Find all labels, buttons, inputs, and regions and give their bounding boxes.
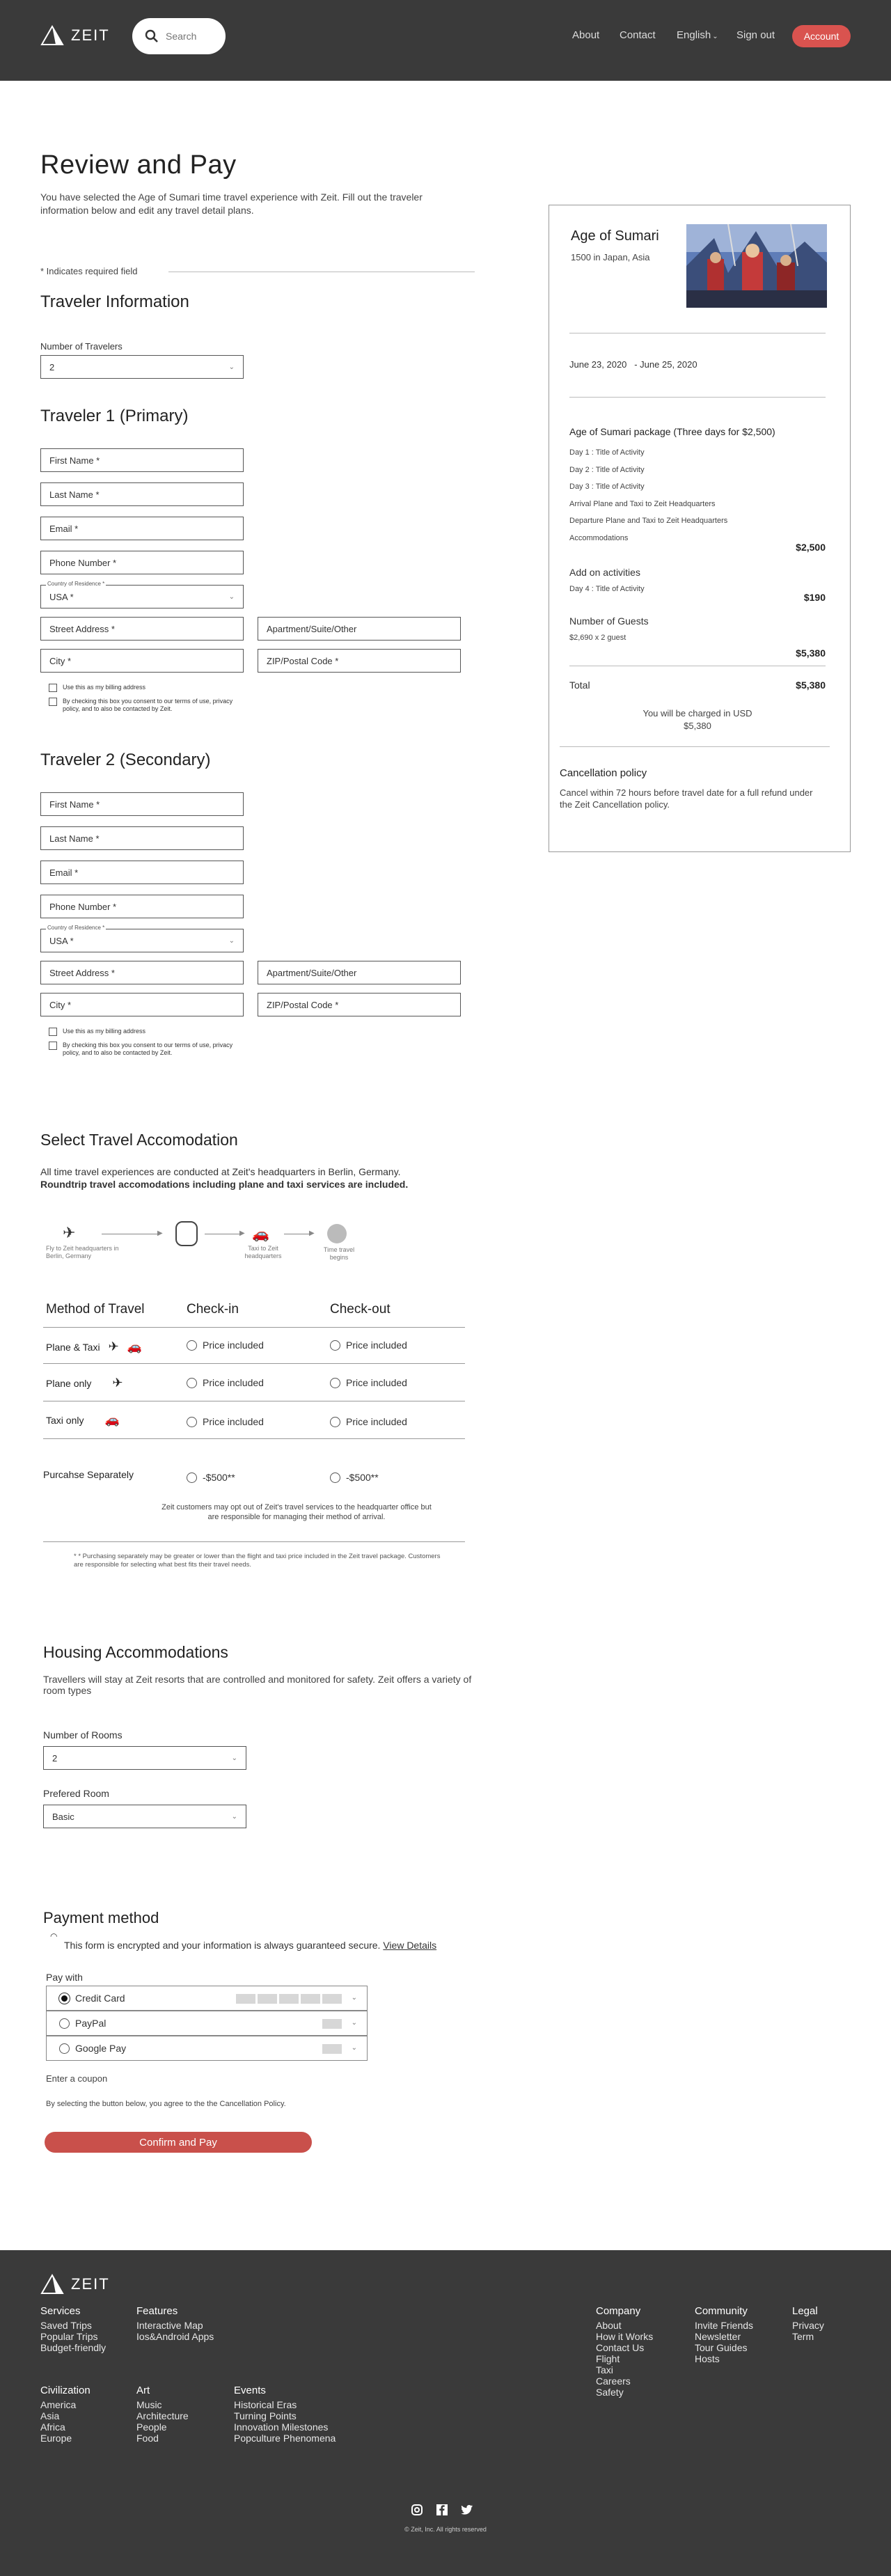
summary-package: Age of Sumari package (Three days for $2,500)	[569, 426, 775, 437]
pay-option-paypal[interactable]	[46, 2011, 368, 2036]
arrow-right-icon: ▶	[309, 1230, 315, 1237]
rooms-label: Number of Rooms	[43, 1729, 123, 1741]
divider	[43, 1363, 465, 1364]
t2-street-field[interactable]: Street Address *	[40, 961, 244, 984]
method-label: Plane & Taxi	[46, 1341, 100, 1353]
footer-link[interactable]: How it Works	[596, 2331, 654, 2342]
footer-link[interactable]: Music	[136, 2399, 162, 2410]
footer-link[interactable]: About	[596, 2320, 622, 2331]
t2-apartment-field[interactable]: Apartment/Suite/Other	[258, 961, 461, 984]
footer-heading: Community	[695, 2305, 748, 2317]
footer-link[interactable]: Architecture	[136, 2410, 189, 2421]
guests-total: $5,380	[796, 647, 826, 659]
summary-item: Accommodations	[569, 533, 629, 542]
t1-consent-row[interactable]	[49, 698, 251, 713]
total-value: $5,380	[796, 680, 826, 691]
footer-link[interactable]: Newsletter	[695, 2331, 741, 2342]
separate-checkin-radio[interactable]	[187, 1472, 235, 1483]
footer-link[interactable]: Term	[792, 2331, 814, 2342]
summary-title: Age of Sumari	[571, 228, 659, 244]
t2-consent-row[interactable]	[49, 1042, 251, 1057]
charged-note	[569, 707, 826, 732]
footer-services	[40, 2306, 106, 2353]
t2-phone-field[interactable]: Phone Number *	[40, 895, 244, 918]
agree-note: By selecting the button below, you agree to the the Cancellation Policy.	[46, 2100, 286, 2108]
paypal-logo	[322, 2019, 342, 2029]
footer-link[interactable]: Interactive Map	[136, 2320, 203, 2331]
t1-billing-checkbox[interactable]	[49, 684, 57, 692]
radio-label: -$500**	[203, 1472, 235, 1483]
zeit-logo-icon	[40, 25, 64, 46]
copyright: © Zeit, Inc. All rights reserved	[404, 2526, 487, 2533]
summary-subtitle: 1500 in Japan, Asia	[571, 252, 650, 262]
radio-label: Price included	[346, 1340, 407, 1351]
table-row	[46, 1340, 142, 1354]
cancellation-heading: Cancellation policy	[560, 767, 647, 779]
housing-heading: Housing Accommodations	[43, 1643, 228, 1661]
charged-line: You will be charged in USD	[642, 708, 752, 718]
addon-total: $190	[803, 592, 826, 603]
radio-label: -$500**	[346, 1472, 379, 1483]
radio-button[interactable]	[330, 1340, 340, 1351]
footer-link[interactable]: Budget-friendly	[40, 2342, 107, 2353]
table-row	[46, 1376, 123, 1390]
nav-signout[interactable]: Sign out	[736, 29, 775, 41]
summary-items	[569, 444, 727, 547]
pay-with-label: Pay with	[46, 1972, 83, 1983]
footer-logo[interactable]	[40, 2274, 110, 2295]
footer-heading: Company	[596, 2305, 641, 2317]
payment-heading: Payment method	[43, 1909, 159, 1926]
experience-photo-image	[686, 224, 827, 308]
divider	[569, 397, 826, 398]
footer-link[interactable]: Popculture Phenomena	[234, 2433, 336, 2444]
t2-billing-checkbox[interactable]	[49, 1028, 57, 1036]
plane-taxi-checkin-radio[interactable]	[187, 1340, 264, 1351]
accommodation-desc	[40, 1165, 430, 1191]
divider	[43, 1541, 465, 1542]
coupon-link[interactable]: Enter a coupon	[46, 2073, 108, 2084]
footer-heading: Art	[136, 2385, 150, 2396]
chevron-down-icon: ⌄	[712, 33, 718, 40]
guests-heading: Number of Guests	[569, 615, 649, 627]
account-button[interactable]: Account	[792, 25, 851, 47]
summary-item: Departure Plane and Taxi to Zeit Headquarters	[569, 517, 728, 525]
chevron-down-icon: ⌄	[351, 2044, 357, 2052]
t1-apartment-field[interactable]: Apartment/Suite/Other	[258, 617, 461, 641]
accommodation-desc-text: All time travel experiences are conducted at Zeit's headquarters in Berlin, Germany.	[40, 1166, 401, 1177]
footer-link[interactable]: Europe	[40, 2433, 72, 2444]
traveler-info-heading: Traveler Information	[40, 292, 189, 311]
confirm-pay-button[interactable]: Confirm and Pay	[45, 2132, 312, 2153]
pay-option-label: PayPal	[75, 2018, 107, 2029]
step-label: Taxi to Zeit headquarters	[244, 1245, 282, 1259]
t2-first-name-field[interactable]: First Name *	[40, 792, 244, 816]
plane-taxi-checkout-radio[interactable]	[330, 1340, 407, 1351]
t1-consent-label: By checking this box you consent to our terms of use, privacy policy, and to also be contacted by Zeit.	[63, 698, 233, 712]
footer-link[interactable]: Historical Eras	[234, 2399, 297, 2410]
footer-link[interactable]: Invite Friends	[695, 2320, 754, 2331]
table-row	[46, 1413, 120, 1427]
chevron-down-icon: ⌄	[351, 1994, 357, 2002]
radio-button[interactable]	[187, 1417, 197, 1427]
footer-link[interactable]: Contact Us	[596, 2342, 645, 2353]
total-label: Total	[569, 680, 590, 691]
taxi-only-checkin-radio[interactable]	[187, 1416, 264, 1427]
airplane-icon: ✈	[112, 1376, 123, 1390]
footer-link[interactable]: Flight	[596, 2353, 620, 2364]
footer-link[interactable]: America	[40, 2399, 77, 2410]
facebook-icon[interactable]	[436, 2504, 448, 2516]
site-header	[0, 0, 891, 81]
t2-country-legend: Country of Residence *	[47, 925, 105, 931]
logo-text: ZEIT	[71, 26, 110, 44]
page-intro: You have selected the Age of Sumari time travel experience with Zeit. Fill out the traveler information below and edit any travel detail plans.	[40, 191, 423, 216]
divider	[43, 1438, 465, 1439]
headquarters-icon	[175, 1221, 198, 1246]
radio-label: Price included	[203, 1377, 264, 1388]
card-logos	[236, 1994, 342, 2004]
t2-billing-label: Use this as my billing address	[63, 1028, 146, 1035]
footer-heading: Legal	[792, 2305, 818, 2317]
footer-link[interactable]: Hosts	[695, 2353, 720, 2364]
step-label: Fly to Zeit headquarters in Berlin, Germany	[46, 1245, 119, 1259]
page-title: Review and Pay	[40, 150, 237, 180]
footer-legal	[792, 2306, 824, 2342]
footer-features	[136, 2306, 214, 2342]
radio-label: Price included	[346, 1416, 407, 1427]
footer-heading: Services	[40, 2305, 81, 2317]
cancellation-text: Cancel within 72 hours before travel date for a full refund under the Zeit Cancellation policy.	[560, 787, 813, 810]
addon-item: Day 4 : Title of Activity	[569, 585, 645, 593]
footer-heading: Civilization	[40, 2385, 90, 2396]
footer-link[interactable]: Food	[136, 2433, 159, 2444]
chevron-down-icon: ⌄	[231, 1754, 237, 1762]
t1-city-field[interactable]: City *	[40, 649, 244, 673]
footer-art	[136, 2385, 189, 2444]
t1-billing-label: Use this as my billing address	[63, 684, 146, 691]
summary-dates: June 23, 2020 - June 25, 2020	[569, 359, 697, 370]
taxi-icon: 🚗	[104, 1413, 120, 1427]
footer-link[interactable]: Innovation Milestones	[234, 2421, 329, 2433]
nav-about[interactable]: About	[572, 29, 600, 41]
radio-button-selected[interactable]	[59, 1993, 70, 2004]
t2-email-field[interactable]: Email *	[40, 861, 244, 884]
summary-item: Day 2 : Title of Activity	[569, 465, 645, 474]
pay-option-label: Google Pay	[75, 2043, 127, 2054]
pay-option-label: Credit Card	[75, 1993, 125, 2004]
secure-note-row	[64, 1940, 436, 1951]
charged-amount: $5,380	[684, 721, 711, 731]
summary-item: Day 1 : Title of Activity	[569, 448, 645, 457]
room-type-select[interactable]	[43, 1805, 246, 1828]
language-label: English	[677, 29, 711, 41]
zeit-logo-icon	[40, 2274, 64, 2295]
room-type-label: Prefered Room	[43, 1788, 109, 1799]
radio-button[interactable]	[330, 1378, 340, 1388]
radio-button[interactable]	[187, 1378, 197, 1388]
t2-last-name-field[interactable]: Last Name *	[40, 826, 244, 850]
radio-button[interactable]	[187, 1472, 197, 1483]
footer-heading: Events	[234, 2385, 266, 2396]
radio-label: Price included	[346, 1377, 407, 1388]
t1-consent-checkbox[interactable]	[49, 698, 57, 706]
col-checkout: Check-out	[330, 1302, 391, 1317]
view-details-link[interactable]: View Details	[383, 1940, 437, 1951]
footer-company	[596, 2306, 653, 2398]
t1-first-name-field[interactable]: First Name *	[40, 448, 244, 472]
addon-heading: Add on activities	[569, 567, 640, 578]
travelers-count-value: 2	[49, 361, 55, 372]
radio-label: Price included	[203, 1416, 264, 1427]
search-box[interactable]	[132, 18, 226, 54]
t1-country-value: USA *	[49, 591, 74, 602]
chevron-down-icon: ⌄	[351, 2019, 357, 2027]
summary-item: Day 3 : Title of Activity	[569, 482, 645, 491]
logo-text: ZEIT	[71, 2275, 110, 2293]
step-label: Time travel begins	[323, 1246, 355, 1261]
guests-calc: $2,690 x 2 guest	[569, 634, 626, 642]
footer-community	[695, 2306, 753, 2364]
travelers-count-select[interactable]	[40, 355, 244, 379]
footer-heading: Features	[136, 2305, 178, 2317]
footer-link[interactable]: Privacy	[792, 2320, 824, 2331]
accommodation-footnote: * * Purchasing separately may be greater or lower than the flight and taxi price included in the Zeit travel package. Customers are responsible for selecting what best fits their travel needs.	[74, 1553, 441, 1569]
chevron-down-icon: ⌄	[228, 936, 235, 945]
twitter-icon[interactable]	[461, 2504, 473, 2516]
summary-item: Arrival Plane and Taxi to Zeit Headquarters	[569, 499, 716, 508]
t2-consent-label: By checking this box you consent to our terms of use, privacy policy, and to also be contacted by Zeit.	[63, 1042, 233, 1056]
t2-zip-field[interactable]: ZIP/Postal Code *	[258, 993, 461, 1016]
secure-note: This form is encrypted and your information is always guaranteed secure.	[64, 1940, 381, 1951]
nav-contact[interactable]: Contact	[620, 29, 656, 41]
footer-link[interactable]: Safety	[596, 2387, 624, 2398]
t1-phone-field[interactable]: Phone Number *	[40, 551, 244, 574]
radio-label: Price included	[203, 1340, 264, 1351]
separate-checkout-radio[interactable]	[330, 1472, 379, 1483]
radio-button[interactable]	[187, 1340, 197, 1351]
footer-link[interactable]: Taxi	[596, 2364, 613, 2375]
taxi-only-checkout-radio[interactable]	[330, 1416, 407, 1427]
housing-desc: Travellers will stay at Zeit resorts that are controlled and monitored for safety. Zeit offers a variety of room types	[43, 1674, 472, 1696]
taxi-icon: 🚗	[252, 1227, 269, 1242]
radio-button[interactable]	[59, 2043, 70, 2054]
t2-consent-checkbox[interactable]	[49, 1042, 57, 1050]
traveler-1-heading: Traveler 1 (Primary)	[40, 407, 189, 425]
footer-events	[234, 2385, 336, 2444]
google-pay-logo	[322, 2044, 342, 2054]
col-checkin: Check-in	[187, 1302, 239, 1317]
accommodation-desc-bold: Roundtrip travel accomodations including plane and taxi services are included.	[40, 1179, 409, 1190]
footer-link[interactable]: Africa	[40, 2421, 65, 2433]
method-label: Taxi only	[46, 1415, 84, 1426]
method-label: Plane only	[46, 1377, 92, 1389]
footer-link[interactable]: Turning Points	[234, 2410, 297, 2421]
social-links	[411, 2504, 473, 2516]
method-label: Purcahse Separately	[43, 1469, 134, 1480]
accommodation-heading: Select Travel Accomodation	[40, 1131, 238, 1149]
t1-email-field[interactable]: Email *	[40, 517, 244, 540]
lock-icon: ◠	[50, 1931, 58, 1941]
footer-link[interactable]: Saved Trips	[40, 2320, 92, 2331]
search-input[interactable]	[166, 31, 214, 42]
instagram-icon[interactable]	[411, 2504, 423, 2516]
t2-country-select[interactable]	[40, 929, 244, 952]
arrow-right-icon: ▶	[157, 1230, 163, 1237]
divider	[43, 1327, 465, 1328]
footer-civilization	[40, 2385, 90, 2444]
optout-note: Zeit customers may opt out of Zeit's travel services to the headquarter office but are responsible for managing their method of arrival.	[161, 1503, 432, 1521]
taxi-icon: 🚗	[127, 1340, 142, 1353]
footer-link[interactable]: People	[136, 2421, 167, 2433]
rooms-value: 2	[52, 1752, 58, 1764]
radio-button[interactable]	[59, 2018, 70, 2029]
t2-country-value: USA *	[49, 935, 74, 946]
site-footer	[0, 2250, 891, 2576]
required-note: * Indicates required field	[40, 266, 138, 276]
footer-link[interactable]: Asia	[40, 2410, 60, 2421]
pay-option-google-pay[interactable]	[46, 2036, 368, 2061]
t1-country-select[interactable]	[40, 585, 244, 608]
chevron-down-icon: ⌄	[231, 1812, 237, 1821]
footer-link[interactable]: Tour Guides	[695, 2342, 748, 2353]
traveler-2-heading: Traveler 2 (Secondary)	[40, 751, 211, 769]
time-travel-icon	[327, 1224, 347, 1243]
rooms-select[interactable]	[43, 1746, 246, 1770]
t1-country-legend: Country of Residence *	[47, 581, 105, 587]
col-method: Method of Travel	[46, 1302, 145, 1317]
divider	[560, 746, 830, 747]
airplane-icon: ✈	[108, 1340, 119, 1353]
arrow-right-icon: ▶	[239, 1230, 245, 1237]
airplane-icon: ✈	[63, 1224, 76, 1241]
t1-street-field[interactable]: Street Address *	[40, 617, 244, 641]
room-type-value: Basic	[52, 1811, 74, 1822]
footer-link[interactable]: Careers	[596, 2375, 631, 2387]
t2-city-field[interactable]: City *	[40, 993, 244, 1016]
zeit-logo[interactable]	[40, 25, 110, 46]
plane-only-checkout-radio[interactable]	[330, 1377, 407, 1388]
plane-only-checkin-radio[interactable]	[187, 1377, 264, 1388]
package-total: $2,500	[796, 542, 826, 553]
footer-link[interactable]: Ios&Android Apps	[136, 2331, 214, 2342]
search-icon	[145, 29, 159, 43]
t1-last-name-field[interactable]: Last Name *	[40, 482, 244, 506]
pay-option-credit-card[interactable]	[46, 1986, 368, 2011]
chevron-down-icon: ⌄	[228, 592, 235, 601]
footer-link[interactable]: Popular Trips	[40, 2331, 98, 2342]
radio-button[interactable]	[330, 1472, 340, 1483]
t1-zip-field[interactable]: ZIP/Postal Code *	[258, 649, 461, 673]
t1-billing-row[interactable]	[49, 684, 251, 692]
travelers-count-label: Number of Travelers	[40, 341, 123, 352]
radio-button[interactable]	[330, 1417, 340, 1427]
experience-photo	[686, 224, 827, 308]
t2-billing-row[interactable]	[49, 1028, 251, 1036]
nav-language[interactable]	[677, 29, 718, 41]
chevron-down-icon: ⌄	[228, 363, 235, 371]
